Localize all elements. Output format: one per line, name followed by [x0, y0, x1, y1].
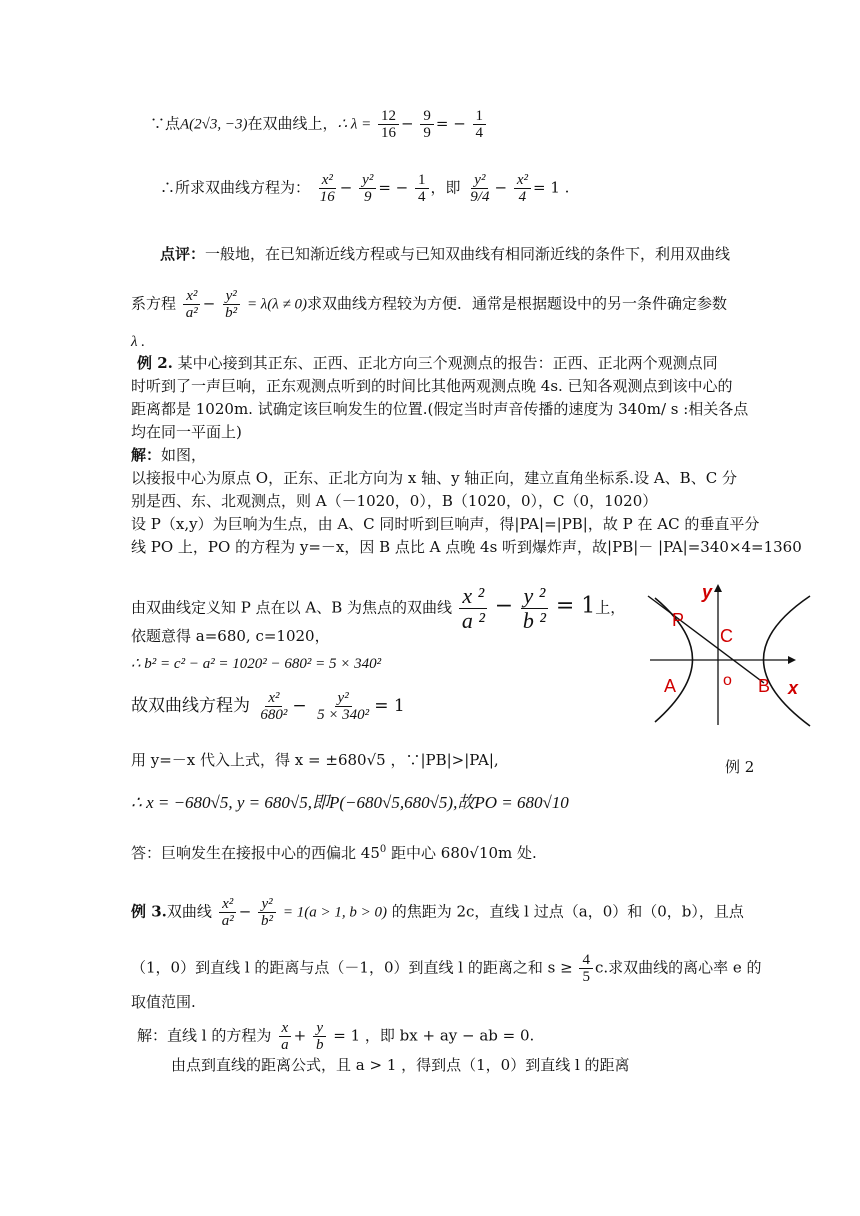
fraction: $\frac{\text{y²}}{\text{b²}}$ — [258, 896, 276, 929]
ex2-line-14: ∴ x = −680√5, y = 680√5,即P(−680√5,680√5),故PO = 680√10 — [131, 793, 569, 812]
ex2-line-5: 以接报中心为原点 O，正东、正北方向为 x 轴、y 轴正向，建立直角坐标系.设 A、B、C 分 — [131, 469, 737, 487]
y-axis-arrow — [714, 584, 722, 592]
example-label: 例 2. — [137, 354, 173, 372]
ex2-line-3: 距离都是 1020m. 试确定该巨响发生的位置.(假定当时声音传播的速度为 340m/ s :相关各点 — [131, 400, 749, 418]
line-hyperbola-equation: ∴所求双曲线方程为： $\frac{\text{x²}}{16}$ − $\frac{\text{y²}}{9}$ = − $\frac{1}{4}$ ，即 $\frac{\text{y²}}{9/4}$ − $\frac{\text{x²}}{4}$ = 1 . — [160, 172, 570, 205]
fraction: $\frac{\text{y²}}{9/4}$ — [470, 172, 490, 205]
x-axis-arrow — [788, 656, 796, 664]
label-p: P — [672, 610, 685, 630]
ex2-line-7: 设 P（x,y）为巨响为生点，由 A、C 同时听到巨响声，得|PA|=|PB|，故 P 在 AC 的垂直平分 — [131, 515, 760, 533]
ex2-line-9: 由双曲线定义知 P 点在以 A、B 为焦点的双曲线 $\frac{\text{x ²}}{\text{a ²}}$ − $\frac{\text{y ²}}{\text{b ²}}$ = 1上， — [131, 583, 626, 633]
formula: = λ(λ ≠ 0) — [246, 296, 308, 313]
ex2-line-8: 线 PO 上，PO 的方程为 y=－x，因 B 点比 A 点晚 4s 听到爆炸声，故|PB|－ |PA|=340×4=1360 — [131, 538, 802, 556]
point-a: A(2√3, −3) — [180, 116, 248, 133]
fraction: $\frac{1}{4}$ — [415, 172, 429, 205]
ex3-line-3: 取值范围. — [131, 993, 196, 1011]
fraction: $\frac{\text{y ²}}{\text{b ²}}$ — [520, 584, 549, 633]
fraction: $\frac{\text{x²}}{\text{680²}}$ — [260, 690, 288, 723]
ex2-solution-label: 解：如图， — [131, 446, 207, 464]
figure-caption: 例 2 — [725, 758, 755, 776]
line-point-on-hyperbola: ∵点A(2√3, −3)在双曲线上，∴ λ = $\frac{12}{16}$ − $\frac{9}{9}$ = − $\frac{1}{4}$ — [150, 108, 488, 141]
fraction: $\frac{4}{5}$ — [579, 952, 593, 985]
comment-label: 点评： — [160, 245, 206, 263]
fraction: $\frac{y}{b}$ — [313, 1020, 327, 1053]
fraction: $\frac{\text{x²}}{16}$ — [319, 172, 335, 205]
ex2-line-11: ∴ b² = c² − a² = 1020² − 680² = 5 × 340² — [131, 656, 382, 672]
text: 一般地，在已知渐近线方程或与已知双曲线有相同渐近线的条件下，利用双曲线 — [205, 245, 731, 263]
label-a: A — [664, 676, 677, 696]
fraction: $\frac{\text{x²}}{\text{a²}}$ — [219, 896, 237, 929]
ex2-line-2: 时听到了一声巨响，正东观测点听到的时间比其他两观测点晚 4s. 已知各观测点到该中心的 — [131, 377, 733, 395]
fraction: $\frac{\text{x²}}{\text{a²}}$ — [183, 288, 201, 321]
fraction: $\frac{\text{y²}}{9}$ — [359, 172, 376, 205]
label-o: o — [723, 672, 732, 689]
comment-line-3: λ . — [131, 334, 145, 350]
comment-line-1 — [160, 244, 730, 264]
fraction: $\frac{\text{y²}}{\text{b²}}$ — [222, 288, 240, 321]
ex2-line-6: 别是西、东、北观测点，则 A（－1020，0），B（1020，0），C（0，1020） — [131, 492, 658, 510]
ex3-solution-line-1: 解：直线 l 的方程为 $\frac{x}{a}$ + $\frac{y}{b}$ = 1 ，即 bx + ay − ab = 0. — [137, 1020, 535, 1053]
ex2-answer: 答：巨响发生在接报中心的西偏北 $45^0$ 距中心 680√10m 处. — [131, 844, 537, 862]
text: ∵点 — [150, 114, 181, 133]
ex3-line-2: （1，0）到直线 l 的距离与点（－1，0）到直线 l 的距离之和 s ≥ $\frac{4}{5}$ c.求双曲线的离心率 e 的 — [131, 952, 762, 985]
ex3-line-1: 例 3.双曲线 $\frac{\text{x²}}{\text{a²}}$ − $\frac{\text{y²}}{\text{b²}}$ = 1(a > 1, b > 0) 的焦距为 2c，直线 l 过点（a，0）和（0，b），且点 — [131, 896, 744, 929]
hyperbola-right-branch — [764, 596, 811, 726]
lambda-eq: ∴ λ = — [337, 116, 372, 133]
fraction: $\frac{\text{x²}}{4}$ — [514, 172, 531, 205]
label-x: x — [788, 678, 799, 698]
fraction: $\frac{12}{16}$ — [378, 108, 399, 141]
fraction: $\frac{9}{9}$ — [420, 108, 434, 141]
label-c: C — [720, 626, 733, 646]
hyperbola-figure — [640, 570, 820, 740]
label-y: y — [702, 582, 713, 602]
ex2-line-13: 用 y=－x 代入上式，得 x = ±680√5 ，∵|PB|>|PA|, — [131, 751, 499, 769]
ex2-line-1: 例 2. 某中心接到其正东、正西、正北方向三个观测点的报告：正西、正北两个观测点同 — [137, 354, 718, 372]
ex2-line-12: 故双曲线方程为 $\frac{\text{x²}}{\text{680²}}$ − $\frac{\text{y²}}{\text{5 × 340²}}$ = 1 — [131, 690, 405, 723]
ex3-solution-line-2: 由点到直线的距离公式，且 a > 1 ，得到点（1，0）到直线 l 的距离 — [171, 1056, 630, 1074]
fraction: $\frac{\text{x ²}}{\text{a ²}}$ — [459, 584, 488, 633]
line-po — [648, 596, 764, 683]
label-b: B — [758, 676, 771, 696]
fraction: $\frac{\text{y²}}{\text{5 × 340²}}$ — [317, 690, 370, 723]
text: ∴所求双曲线方程为： — [160, 178, 311, 197]
fraction: $\frac{x}{a}$ — [278, 1020, 292, 1053]
fraction: $\frac{1}{4}$ — [473, 108, 487, 141]
text: 在双曲线上， — [247, 114, 338, 133]
comment-line-2: 系方程 $\frac{\text{x²}}{\text{a²}}$ − $\frac{\text{y²}}{\text{b²}}$ = λ(λ ≠ 0)求双曲线方程较为方便．通常是根据题设中的另一条件确定参数 — [131, 288, 728, 321]
ex2-line-4: 均在同一平面上) — [131, 423, 242, 441]
example-label: 例 3. — [131, 902, 167, 921]
ex2-line-10: 依题意得 a=680, c=1020， — [131, 627, 330, 645]
